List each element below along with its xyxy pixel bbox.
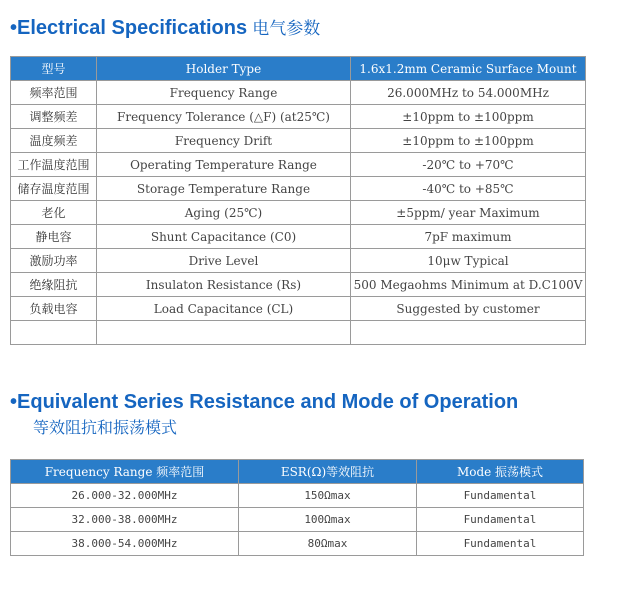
header-cell-esr: ESR(Ω)等效阻抗 bbox=[239, 460, 417, 484]
table-row bbox=[11, 105, 586, 129]
table-row bbox=[11, 273, 586, 297]
table-row bbox=[11, 153, 586, 177]
row-frequency: 38.000-54.000MHz bbox=[11, 532, 239, 556]
row-value: 7pF maximum bbox=[351, 225, 586, 249]
heading-title-zh: 等效阻抗和振荡模式 bbox=[33, 418, 178, 437]
heading-title-zh: 电气参数 bbox=[252, 19, 321, 39]
heading-title-en: Equivalent Series Resistance and Mode of Operation bbox=[17, 391, 519, 413]
electrical-specifications-table bbox=[10, 56, 586, 345]
row-parameter: Load Capacitance (CL) bbox=[97, 297, 351, 321]
row-value: 26.000MHz to 54.000MHz bbox=[351, 81, 586, 105]
table-row bbox=[11, 177, 586, 201]
row-value bbox=[351, 321, 586, 345]
row-label-zh: 负载电容 bbox=[11, 297, 97, 321]
row-label-zh: 温度频差 bbox=[11, 129, 97, 153]
heading-title-en: Electrical Specifications bbox=[17, 17, 248, 39]
table-row bbox=[11, 297, 586, 321]
row-esr: 100Ωmax bbox=[239, 508, 417, 532]
row-esr: 80Ωmax bbox=[239, 532, 417, 556]
row-value: 10μw Typical bbox=[351, 249, 586, 273]
header-cell-holder-type: Holder Type bbox=[97, 57, 351, 81]
row-value: -40℃ to +85℃ bbox=[351, 177, 586, 201]
row-label-zh: 储存温度范围 bbox=[11, 177, 97, 201]
row-mode: Fundamental bbox=[417, 508, 584, 532]
table-row bbox=[11, 81, 586, 105]
table-row bbox=[11, 201, 586, 225]
table-row bbox=[11, 225, 586, 249]
row-value: -20℃ to +70℃ bbox=[351, 153, 586, 177]
row-mode: Fundamental bbox=[417, 532, 584, 556]
row-label-zh: 静电容 bbox=[11, 225, 97, 249]
table-row bbox=[11, 129, 586, 153]
row-label-zh: 调整频差 bbox=[11, 105, 97, 129]
header-cell-mode: Mode 振荡模式 bbox=[417, 460, 584, 484]
esr-mode-table bbox=[10, 459, 584, 556]
row-value: ±5ppm/ year Maximum bbox=[351, 201, 586, 225]
heading-bullet: • bbox=[10, 391, 18, 413]
table-header-row bbox=[11, 57, 586, 81]
row-label-zh: 频率范围 bbox=[11, 81, 97, 105]
row-parameter: Frequency Tolerance (△F) (at25℃) bbox=[97, 105, 351, 129]
header-cell-frequency-range: Frequency Range 频率范围 bbox=[11, 460, 239, 484]
row-parameter: Operating Temperature Range bbox=[97, 153, 351, 177]
row-esr: 150Ωmax bbox=[239, 484, 417, 508]
table-header-row bbox=[11, 460, 584, 484]
row-value: Suggested by customer bbox=[351, 297, 586, 321]
table-row bbox=[11, 532, 584, 556]
header-cell-model: 型号 bbox=[11, 57, 97, 81]
header-cell-holder-value: 1.6x1.2mm Ceramic Surface Mount bbox=[351, 57, 586, 81]
row-parameter: Shunt Capacitance (C0) bbox=[97, 225, 351, 249]
section-heading-esr bbox=[10, 391, 518, 414]
table-row bbox=[11, 321, 586, 345]
row-parameter: Aging (25℃) bbox=[97, 201, 351, 225]
table-row bbox=[11, 484, 584, 508]
table-row bbox=[11, 249, 586, 273]
row-value: ±10ppm to ±100ppm bbox=[351, 105, 586, 129]
row-parameter: Frequency Drift bbox=[97, 129, 351, 153]
row-parameter: Drive Level bbox=[97, 249, 351, 273]
row-label-zh: 工作温度范围 bbox=[11, 153, 97, 177]
row-value: 500 Megaohms Minimum at D.C100V bbox=[351, 273, 586, 297]
section-heading-electrical-specifications bbox=[10, 14, 320, 40]
row-mode: Fundamental bbox=[417, 484, 584, 508]
heading-bullet: • bbox=[10, 17, 18, 39]
row-parameter: Insulaton Resistance (Rs) bbox=[97, 273, 351, 297]
row-parameter: Storage Temperature Range bbox=[97, 177, 351, 201]
row-parameter bbox=[97, 321, 351, 345]
row-label-zh: 激励功率 bbox=[11, 249, 97, 273]
row-value: ±10ppm to ±100ppm bbox=[351, 129, 586, 153]
row-label-zh: 绝缘阻抗 bbox=[11, 273, 97, 297]
row-frequency: 32.000-38.000MHz bbox=[11, 508, 239, 532]
row-frequency: 26.000-32.000MHz bbox=[11, 484, 239, 508]
row-label-zh bbox=[11, 321, 97, 345]
row-label-zh: 老化 bbox=[11, 201, 97, 225]
row-parameter: Frequency Range bbox=[97, 81, 351, 105]
table-row bbox=[11, 508, 584, 532]
